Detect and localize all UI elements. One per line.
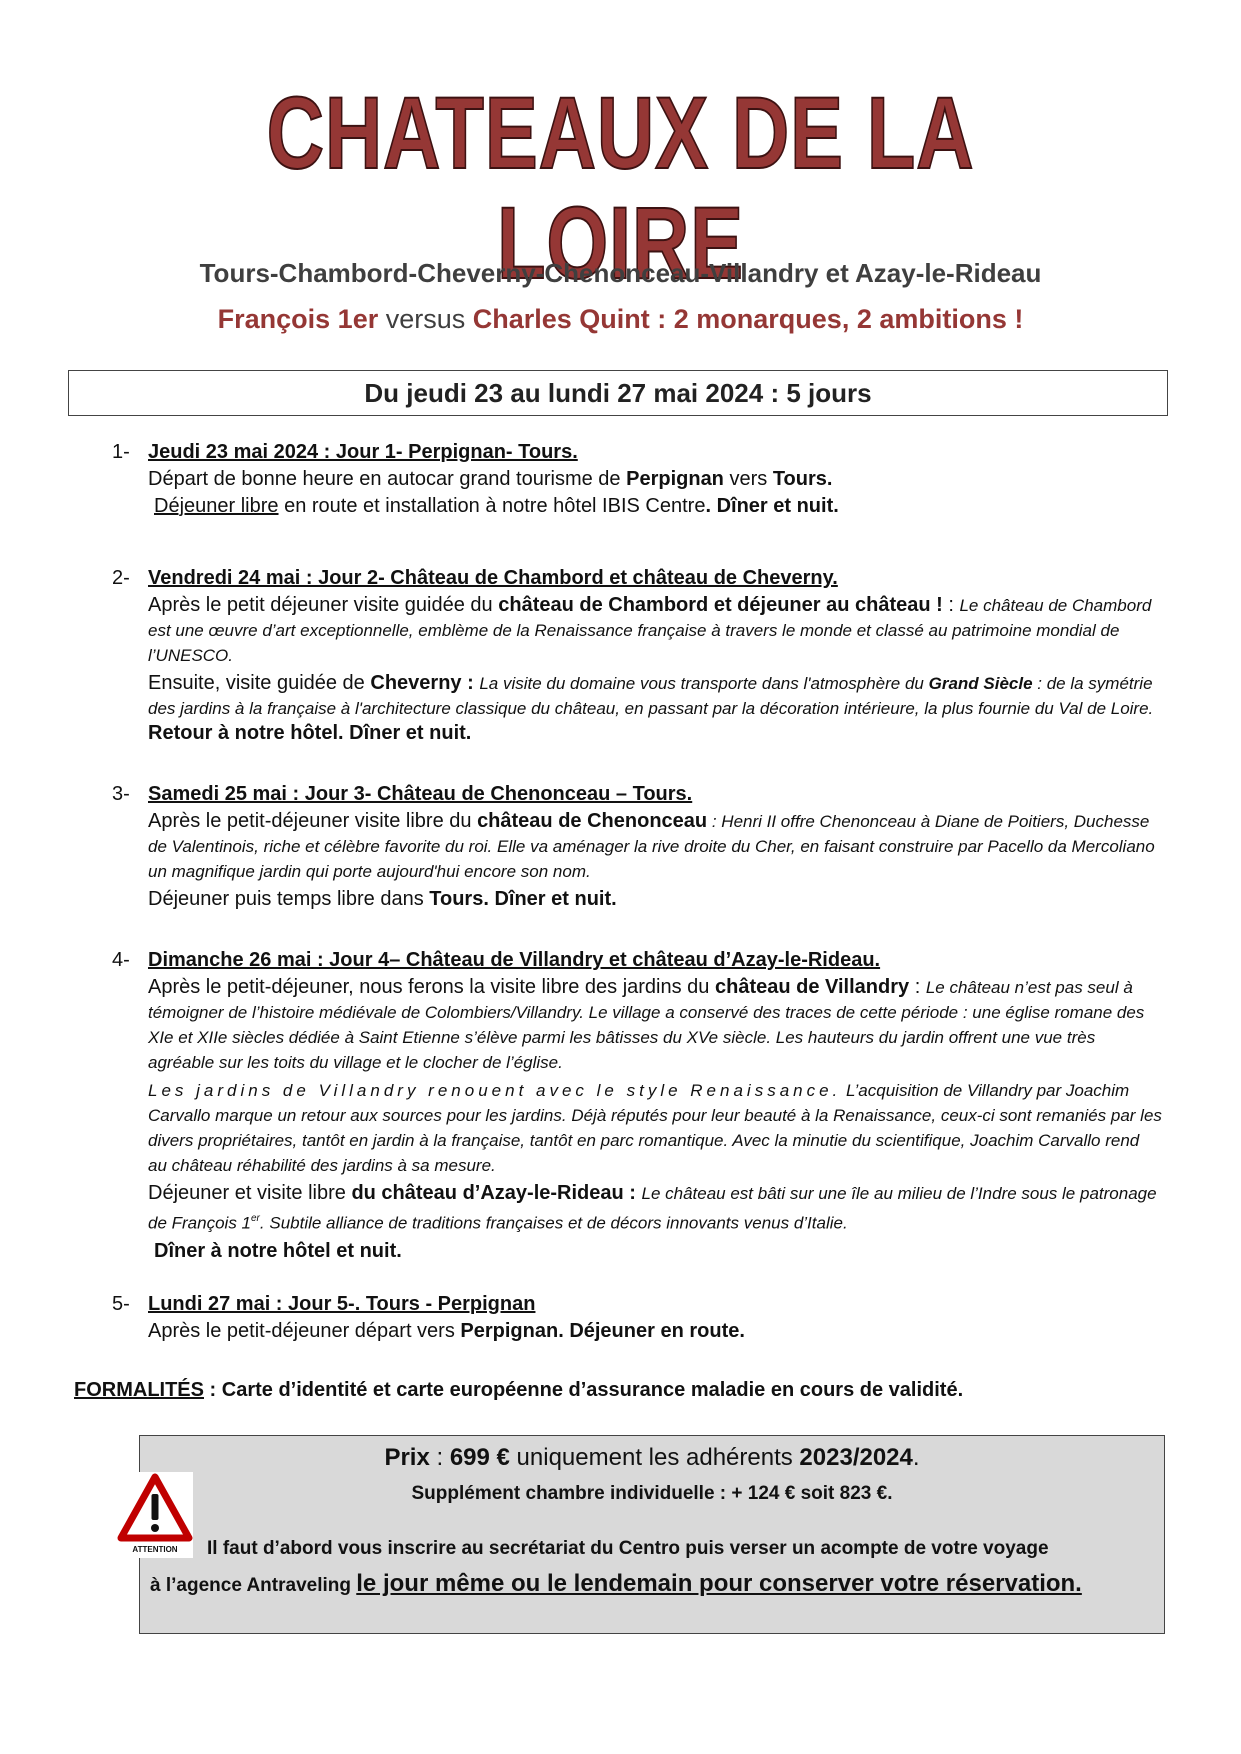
day-body: Après le petit-déjeuner départ vers Perpignan. Déjeuner en route. [148,1320,745,1342]
day-heading: Lundi 27 mai : Jour 5-. Tours - Perpignan [148,1293,536,1315]
day-body: Après le petit déjeuner visite guidée du château de Chambord et déjeuner au château ! : Le château de Chambord est une œuvre d’art exceptionnelle, emblème de la Renaissance française à travers le monde et classé au patrimoine mondial de l’UNESCO. Ensuite, visite guidée de Cheverny : La visite du domaine vous transporte dans l'atmosphère du Grand Siècle : de la symétrie des jardins à la française à l'architecture classique du château, en passant par la décoration intérieure, la plus fournie du Val de Loire. Retour à notre hôtel. Dîner et nuit. [148,594,1154,744]
day-heading: Vendredi 24 mai : Jour 2- Château de Chambord et château de Cheverny. [148,567,838,589]
formalities: FORMALITÉS : Carte d’identité et carte européenne d’assurance maladie en cours de validité. [74,1379,964,1401]
deposit-line: à l’agence Antraveling le jour même ou le lendemain pour conserver votre réservation. [150,1570,1082,1597]
price-line: Prix : 699 € uniquement les adhérents 2023/2024. [384,1444,920,1471]
day-heading: Jeudi 23 mai 2024 : Jour 1- Perpignan- Tours. [148,441,578,463]
tagline: François 1er versus Charles Quint : 2 monarques, 2 ambitions ! [217,304,1024,334]
day-number: 5- [112,1293,130,1315]
page-title: CHATEAUX DE LA LOIRE [266,76,975,300]
day-number: 3- [112,783,130,805]
registration-line: Il faut d’abord vous inscrire au secrétariat du Centro puis verser un acompte de votre voyage [207,1538,1049,1559]
warning-label: ATTENTION [132,1545,178,1554]
dates-box: Du jeudi 23 au lundi 27 mai 2024 : 5 jours [68,370,1168,416]
day-number: 4- [112,949,130,971]
day-heading: Dimanche 26 mai : Jour 4– Château de Villandry et château d’Azay-le-Rideau. [148,949,881,971]
day-heading: Samedi 25 mai : Jour 3- Château de Chenonceau – Tours. [148,783,693,805]
itinerary-subtitle: Tours-Chambord-Cheverny-Chenonceau-Villandry et Azay-le-Rideau [199,258,1042,288]
supplement-line: Supplément chambre individuelle : + 124 € soit 823 €. [411,1483,893,1504]
day-body: Après le petit-déjeuner visite libre du château de Chenonceau : Henri II offre Chenonceau à Diane de Poitiers, Duchesse de Valentinois, riche et célèbre favorite du roi. Elle va aménager la rive droite du Cher, en faisant construire par Pacello da Mercoliano un magnifique jardin qui porte aujourd'hui encore son nom. Déjeuner puis temps libre dans Tours. Dîner et nuit. [148,810,1155,910]
day-number: 1- [112,441,130,463]
warning-triangle-icon [117,1472,193,1558]
day-body: Départ de bonne heure en autocar grand tourisme de Perpignan vers Tours. Déjeuner libre en route et installation à notre hôtel IBIS Centre. Dîner et nuit. [148,468,839,517]
day-number: 2- [112,567,130,589]
day-body: Après le petit-déjeuner, nous ferons la visite libre des jardins du château de Villandry : Le château n’est pas seul à témoigner de l’histoire médiévale de Colombiers/Villandry. Le village a conservé des traces de cette période : une église romane des XIe et XIIe siècles dédiée à Saint Etienne s’élève parmi les bâtisses du XVe siècle. Les hauteurs du jardin offrent une vue très agréable sur les toits du village et le clocher de l’église. Les jardins de Villandry renouent avec le style Renaissance. L’acquisition de Villandry par Joachim Carvallo marque un retour aux sources pour les jardins. Déjà réputés pour leur beauté à la Renaissance, ceux-ci sont remaniés par les divers propriétaires, tantôt en jardin à la française, tantôt en parc romantique. Avec la minutie du scientifique, Joachim Carvallo rend au château réhabilité des jardins à sa mesure. Déjeuner et visite libre du château d’Azay-le-Rideau : Le château est bâti sur une île au milieu de l’Indre sous le patronage de François 1er. Subtile alliance de traditions françaises et de décors innovants venus d’Italie. Dîner à notre hôtel et nuit. [148,976,1162,1262]
price-box [139,1435,1165,1634]
